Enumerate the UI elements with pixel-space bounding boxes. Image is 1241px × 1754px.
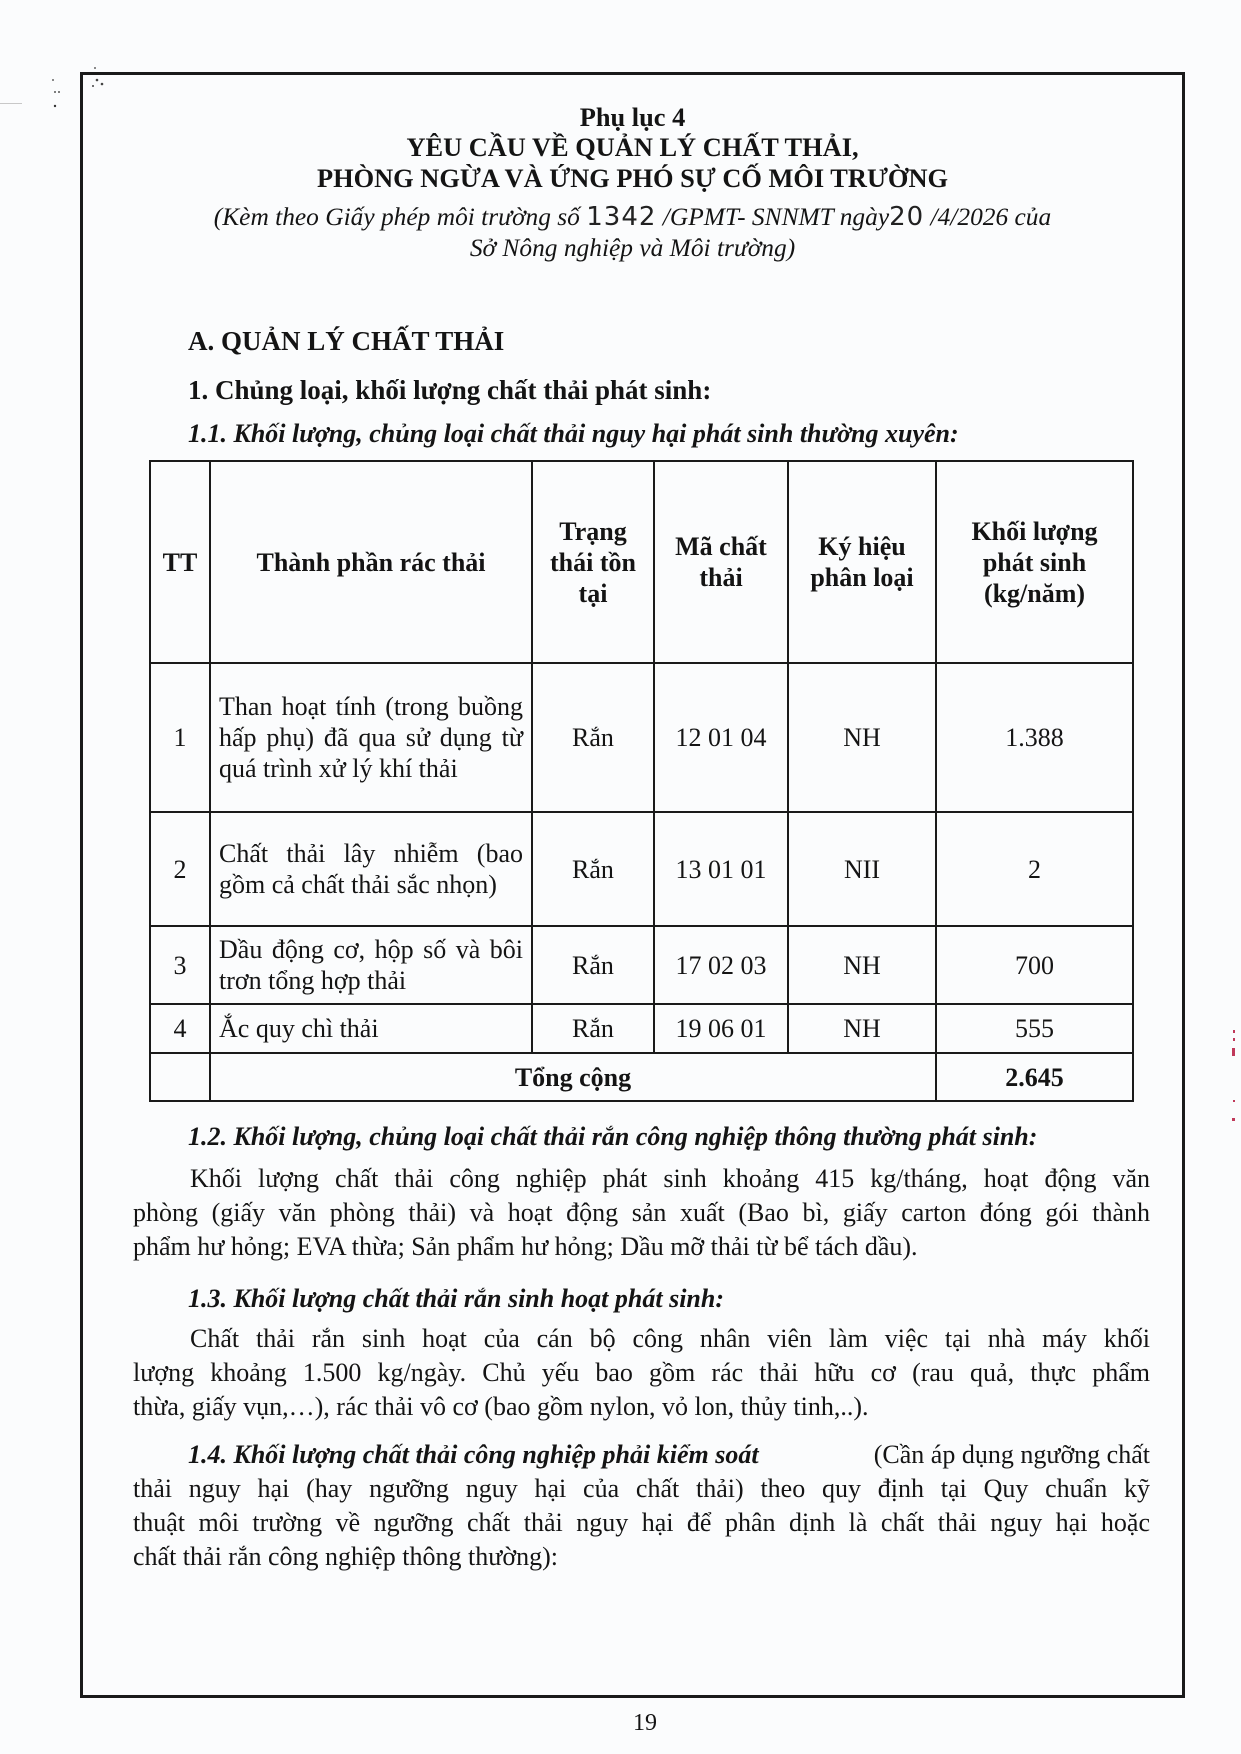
table-row (150, 663, 1133, 812)
section-1-1-heading: 1.1. Khối lượng, chủng loại chất thải nguy hại phát sinh thường xuyên: (188, 419, 959, 448)
section-1-2-heading: 1.2. Khối lượng, chủng loại chất thải rắn công nghiệp thông thường phát sinh: (188, 1122, 1038, 1151)
section-1-3-heading: 1.3. Khối lượng chất thải rắn sinh hoạt phát sinh: (188, 1284, 724, 1313)
row-tt: 2 (150, 812, 210, 926)
row-tt: 3 (150, 926, 210, 1004)
permit-reference (80, 204, 1185, 230)
header-mass (936, 461, 1133, 663)
row-symbol: NII (788, 812, 936, 926)
section-1-2-line: phòng (giấy văn phòng thải) và hoạt động sản xuất (Bao bì, giấy carton đóng gói thành (133, 1198, 1150, 1227)
page-number: 19 (633, 1710, 657, 1736)
total-empty-cell (150, 1053, 210, 1101)
appendix-label: Phụ lục 4 (579, 102, 686, 132)
row-code: 19 06 01 (654, 1004, 788, 1053)
row-state: Rắn (532, 812, 654, 926)
row-symbol: NH (788, 1004, 936, 1053)
page-title-line2: PHÒNG NGỪA VÀ ỨNG PHÓ SỰ CỐ MÔI TRƯỜNG (316, 163, 949, 193)
permit-day: 20 (889, 202, 925, 232)
section-a-heading: A. QUẢN LÝ CHẤT THẢI (188, 326, 505, 356)
header-state-l3: tại (578, 578, 608, 608)
header-component: Thành phần rác thải (210, 461, 532, 663)
row-component: Dầu động cơ, hộp số và bôi trơn tổng hợp thải (210, 926, 532, 1004)
row-tt: 1 (150, 663, 210, 812)
table-row (150, 926, 1133, 1004)
section-1-heading: 1. Chủng loại, khối lượng chất thải phát sinh: (188, 375, 712, 405)
row-mass: 1.388 (936, 663, 1133, 812)
section-1-4-line: (Cần áp dụng ngưỡng chất (873, 1440, 1150, 1469)
header-state (532, 461, 654, 663)
hazardous-waste-table (149, 460, 1134, 1102)
row-component: Ắc quy chì thải (210, 1004, 532, 1053)
section-1-4-line: thải nguy hại (hay ngưỡng nguy hại của chất thải) theo quy định tại Quy chuẩn kỹ (133, 1474, 1150, 1503)
table-row (150, 812, 1133, 926)
row-mass: 555 (936, 1004, 1133, 1053)
permit-ref-prefix: (Kèm theo Giấy phép môi trường số (213, 203, 580, 231)
permit-issuer: Sở Nông nghiệp và Môi trường) (469, 234, 796, 262)
scan-edge-line (0, 103, 22, 104)
row-mass: 2 (936, 812, 1133, 926)
row-symbol: NH (788, 663, 936, 812)
section-1-3-line: thừa, giấy vụn,…), rác thải vô cơ (bao gồm nylon, vỏ lon, thủy tinh,..). (133, 1392, 869, 1421)
header-code-l1: Mã chất (675, 532, 767, 561)
header-state-l2: thái tồn (550, 547, 636, 577)
row-state: Rắn (532, 926, 654, 1004)
row-code: 12 01 04 (654, 663, 788, 812)
row-code: 17 02 03 (654, 926, 788, 1004)
header-code-l2: thải (699, 563, 743, 592)
permit-ref-suffix: /4/2026 của (930, 203, 1052, 231)
section-1-4-line: chất thải rắn công nghiệp thông thường): (133, 1542, 558, 1571)
section-1-2-line: Khối lượng chất thải công nghiệp phát sinh khoảng 415 kg/tháng, hoạt động văn (190, 1164, 1150, 1193)
header-mass-l2: phát sinh (982, 547, 1087, 577)
header-symbol-l1: Ký hiệu (818, 532, 906, 561)
header-symbol (788, 461, 936, 663)
header-state-l1: Trạng (559, 516, 627, 546)
table-header-row (150, 461, 1133, 663)
section-1-4-line: thuật môi trường về ngưỡng chất thải nguy hại để phân dịnh là chất thải nguy hại hoặc (133, 1508, 1150, 1537)
header-code (654, 461, 788, 663)
header-mass-l3: (kg/năm) (983, 578, 1086, 608)
row-mass: 700 (936, 926, 1133, 1004)
row-symbol: NH (788, 926, 936, 1004)
permit-ref-mid: /GPMT- SNNMT ngày (662, 203, 890, 231)
section-1-2-line: phẩm hư hỏng; EVA thừa; Sản phẩm hư hỏng; Dầu mỡ thải từ bể tách dầu). (133, 1232, 918, 1261)
scan-red-mark-icon (1230, 1030, 1238, 1150)
section-1-4-first-line (188, 1442, 1150, 1468)
page-title-line1: YÊU CẦU VỀ QUẢN LÝ CHẤT THẢI, (406, 132, 859, 162)
section-1-3-line: Chất thải rắn sinh hoạt của cán bộ công nhân viên làm việc tại nhà máy khối (190, 1324, 1150, 1353)
total-value: 2.645 (936, 1053, 1133, 1101)
table-total-row (150, 1053, 1133, 1101)
row-component: Than hoạt tính (trong buồng hấp phụ) đã qua sử dụng từ quá trình xử lý khí thải (210, 663, 532, 812)
table-row (150, 1004, 1133, 1053)
total-label: Tổng cộng (210, 1053, 936, 1101)
row-component: Chất thải lây nhiễm (bao gồm cả chất thải sắc nhọn) (210, 812, 532, 926)
row-state: Rắn (532, 663, 654, 812)
section-1-4-heading: 1.4. Khối lượng chất thải công nghiệp phải kiểm soát (188, 1440, 759, 1469)
row-tt: 4 (150, 1004, 210, 1053)
header-mass-l1: Khối lượng (971, 516, 1098, 546)
header-symbol-l2: phân loại (810, 563, 914, 592)
permit-number: 1342 (586, 202, 657, 232)
row-code: 13 01 01 (654, 812, 788, 926)
section-1-3-line: lượng khoảng 1.500 kg/ngày. Chủ yếu bao gồm rác thải hữu cơ (rau quả, thực phẩm (133, 1358, 1150, 1387)
header-tt: TT (150, 461, 210, 663)
row-state: Rắn (532, 1004, 654, 1053)
